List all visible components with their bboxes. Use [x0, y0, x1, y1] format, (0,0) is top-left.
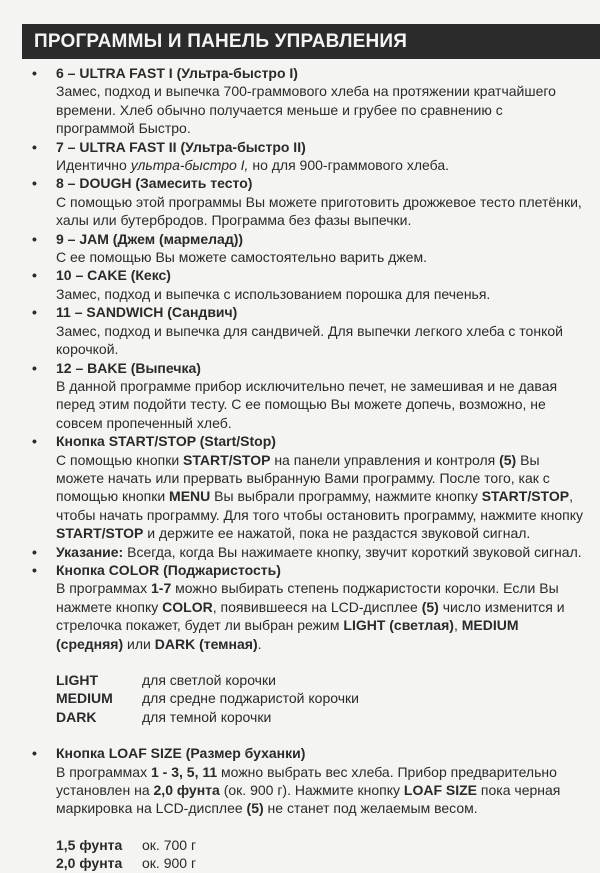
bullet: • — [32, 543, 37, 560]
program-8 — [32, 174, 584, 229]
section-text: В программах 1-7 можно выбирать степень поджаристости корочки. Если Вы нажмете кнопку COLOR, появившееся на LCD-дисплее (5) число изменится и стрелочка покажет, будет ли выбран режим LIGHT (светлая), MEDIUM (средняя) или DARK (темная). — [56, 580, 565, 652]
bullet: • — [32, 359, 37, 376]
table-row: 2,0 фунта ок. 900 г — [56, 855, 197, 872]
start-stop-section — [32, 432, 584, 542]
table-row: LIGHT для светлой корочки — [56, 672, 276, 688]
bullet: • — [32, 65, 37, 81]
program-title: 11 – SANDWICH (Сандвич) — [56, 304, 238, 321]
program-9 — [32, 230, 584, 267]
program-title: 6 – ULTRA FAST I (Ультра-быстро I) — [56, 65, 298, 81]
bullet: • — [32, 175, 37, 192]
program-description: Замес, подход и выпечка 700-граммового хлеба на протяжении кратчайшего времени. Хлеб обычно получается меньше и грубее по сравнению с программой Быстро. — [56, 83, 556, 137]
section-text: В программах 1 - 3, 5, 11 можно выбрать вес хлеба. Прибор предварительно установлен на 2,0 фунта (ок. 900 г). Нажмите кнопку LOAF SIZE пока черная маркировка на LCD-дисплее (5) не станет под желаемым весом. — [56, 763, 561, 817]
bullet: • — [32, 745, 37, 762]
bullet: • — [32, 230, 37, 247]
document-body — [32, 64, 584, 873]
program-12 — [32, 359, 584, 433]
section-title: Кнопка LOAF SIZE (Размер буханки) — [56, 745, 306, 762]
program-7 — [32, 138, 584, 175]
program-description: В данной программе прибор исключительно печет, не замешивая и не давая перед этим подойти тесту. С ее помощью Вы можете допечь, возможно, не совсем пропеченный хлеб. — [56, 377, 558, 431]
section-text: С помощью кнопки START/STOP на панели управления и контроля (5) Вы можете начать или прервать выбранную Вами программу. После того, как с помощью кнопки MENU Вы выбрали программу, нажмите кнопку START/STOP, чтобы начать программу. Для того чтобы остановить программу, нажмите кнопку START/STOP и держите ее нажатой, пока не раздастся звуковой сигнал. — [56, 451, 584, 542]
program-11 — [32, 303, 584, 358]
program-title: 8 – DOUGH (Замесить тесто) — [56, 175, 253, 192]
section-title: Кнопка START/STOP (Start/Stop) — [56, 433, 276, 450]
program-title: 7 – ULTRA FAST II (Ультра-быстро II) — [56, 138, 306, 155]
program-title: 12 – BAKE (Выпечка) — [56, 359, 201, 376]
program-description: Идентично ультра-быстро I, но для 900-граммового хлеба. — [56, 157, 450, 174]
bullet: • — [32, 138, 37, 155]
loaf-size-section — [32, 744, 584, 818]
bullet: • — [32, 433, 37, 450]
page-title: ПРОГРАММЫ И ПАНЕЛЬ УПРАВЛЕНИЯ — [22, 24, 600, 59]
bullet: • — [32, 304, 37, 321]
note-section — [32, 543, 584, 561]
program-description: С помощью этой программы Вы можете приготовить дрожжевое тесто плетёнки, халы или бутербродов. Программа без фазы выпечки. — [56, 193, 582, 229]
program-description: Замес, подход и выпечка для сандвичей. Для выпечки легкого хлеба с тонкой корочкой. — [56, 322, 563, 358]
table-row: DARK для темной корочки — [56, 708, 272, 725]
bullet: • — [32, 267, 37, 284]
note-text: Указание: Всегда, когда Вы нажимаете кнопку, звучит короткий звуковой сигнал. — [56, 543, 582, 560]
program-6 — [32, 64, 584, 138]
program-10 — [32, 266, 584, 303]
program-description: С ее помощью Вы можете самостоятельно варить джем. — [56, 249, 427, 266]
bullet: • — [32, 561, 37, 578]
color-table — [32, 671, 584, 726]
program-title: 9 – JAM (Джем (мармелад)) — [56, 230, 244, 247]
program-title: 10 – CAKE (Кекс) — [56, 267, 171, 284]
weights-table — [32, 836, 584, 873]
program-description: Замес, подход и выпечка с использованием порошка для печенья. — [56, 285, 491, 302]
table-row: 1,5 фунта ок. 700 г — [56, 836, 197, 853]
color-section — [32, 561, 584, 653]
section-title: Кнопка COLOR (Поджаристость) — [56, 561, 281, 578]
table-row: MEDIUM для средне поджаристой корочки — [56, 690, 359, 707]
